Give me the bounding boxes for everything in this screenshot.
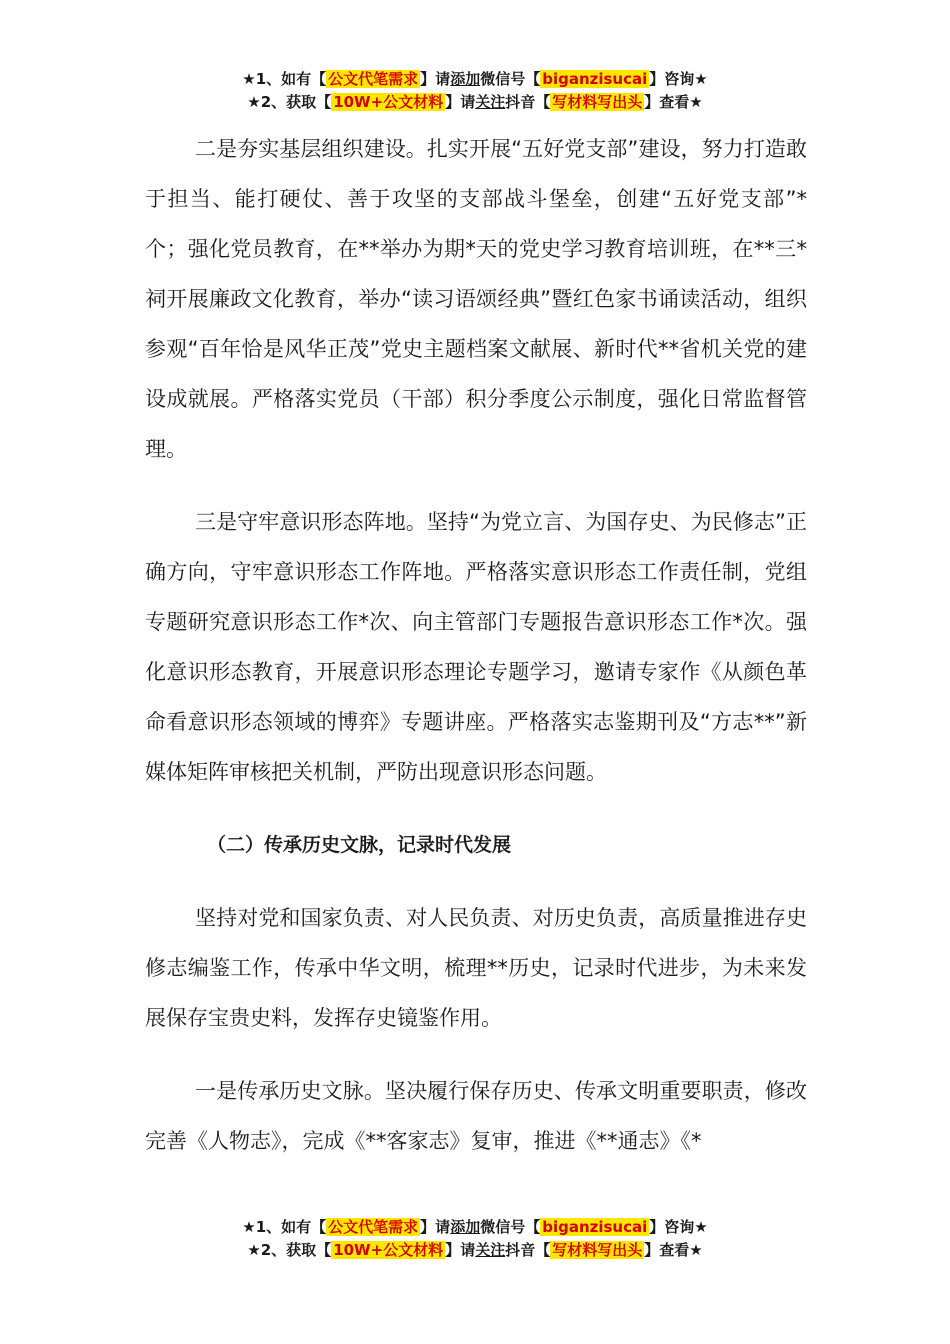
- notice-text: ★2、获取【: [247, 93, 332, 111]
- underlined-text: 添加: [450, 1218, 481, 1236]
- notice-text: 】请: [420, 70, 451, 88]
- highlight-wechat-id: biganzisucai: [542, 1218, 648, 1236]
- highlight-materials: 10W+公文材料: [333, 93, 444, 111]
- notice-text: ★1、如有【: [242, 70, 327, 88]
- underlined-text: 添加: [450, 70, 481, 88]
- footer-notice: [0, 1216, 950, 1262]
- notice-text: 】请: [445, 93, 476, 111]
- notice-text: 】查看★: [644, 93, 703, 111]
- highlight-materials: 10W+公文材料: [333, 1241, 444, 1259]
- highlight-wechat-id: biganzisucai: [542, 70, 648, 88]
- notice-text: 】请: [445, 1241, 476, 1259]
- notice-line-2: [0, 1239, 950, 1262]
- notice-text: ★2、获取【: [247, 1241, 332, 1259]
- underlined-text: 关注: [475, 93, 506, 111]
- highlight-service: 公文代笔需求: [328, 70, 419, 88]
- underlined-text: 关注: [475, 1241, 506, 1259]
- highlight-douyin-account: 写材料写出头: [552, 1241, 643, 1259]
- paragraph-organization: 二是夯实基层组织建设。扎实开展“五好党支部”建设，努力打造敢于担当、能打硬仗、善于攻坚的支部战斗堡垒，创建“五好党支部”*个；强化党员教育，在**举办为期*天的党史学习教育培训班，在**三*祠开展廉政文化教育，举办“读习语颂经典”暨红色家书诵读活动，组织参观“百年恰是风华正茂”党史主题档案文献展、新时代**省机关党的建设成就展。严格落实党员（干部）积分季度公示制度，强化日常监督管理。: [145, 137, 807, 461]
- notice-text: 抖音【: [505, 93, 551, 111]
- header-notice: [0, 68, 950, 114]
- paragraph-heritage: 一是传承历史文脉。坚决履行保存历史、传承文明重要职责，修改完善《人物志》，完成《**客家志》复审，推进《**通志》《*: [145, 1079, 807, 1153]
- notice-text: 微信号【: [480, 70, 541, 88]
- paragraph-section-intro: 坚持对党和国家负责、对人民负责、对历史负责，高质量推进存史修志编鉴工作，传承中华文明，梳理**历史，记录时代进步，为未来发展保存宝贵史料，发挥存史镜鉴作用。: [145, 906, 807, 1030]
- paragraph-ideology: 三是守牢意识形态阵地。坚持“为党立言、为国存史、为民修志”正确方向，守牢意识形态工作阵地。严格落实意识形态工作责任制，党组专题研究意识形态工作*次、向主管部门专题报告意识形态工作*次。强化意识形态教育，开展意识形态理论专题学习，邀请专家作《从颜色革命看意识形态领域的博弈》专题讲座。严格落实志鉴期刊及“方志**”新媒体矩阵审核把关机制，严防出现意识形态问题。: [145, 510, 807, 784]
- highlight-douyin-account: 写材料写出头: [552, 93, 643, 111]
- document-body: [145, 124, 807, 1189]
- notice-text: 】咨询★: [649, 1218, 708, 1236]
- notice-line-1: [0, 68, 950, 91]
- notice-line-1: [0, 1216, 950, 1239]
- notice-text: 】咨询★: [649, 70, 708, 88]
- notice-text: ★1、如有【: [242, 1218, 327, 1236]
- notice-line-2: [0, 91, 950, 114]
- section-heading: （二）传承历史文脉，记录时代发展: [207, 834, 512, 856]
- notice-text: 】查看★: [644, 1241, 703, 1259]
- notice-text: 】请: [420, 1218, 451, 1236]
- notice-text: 抖音【: [505, 1241, 551, 1259]
- highlight-service: 公文代笔需求: [328, 1218, 419, 1236]
- notice-text: 微信号【: [480, 1218, 541, 1236]
